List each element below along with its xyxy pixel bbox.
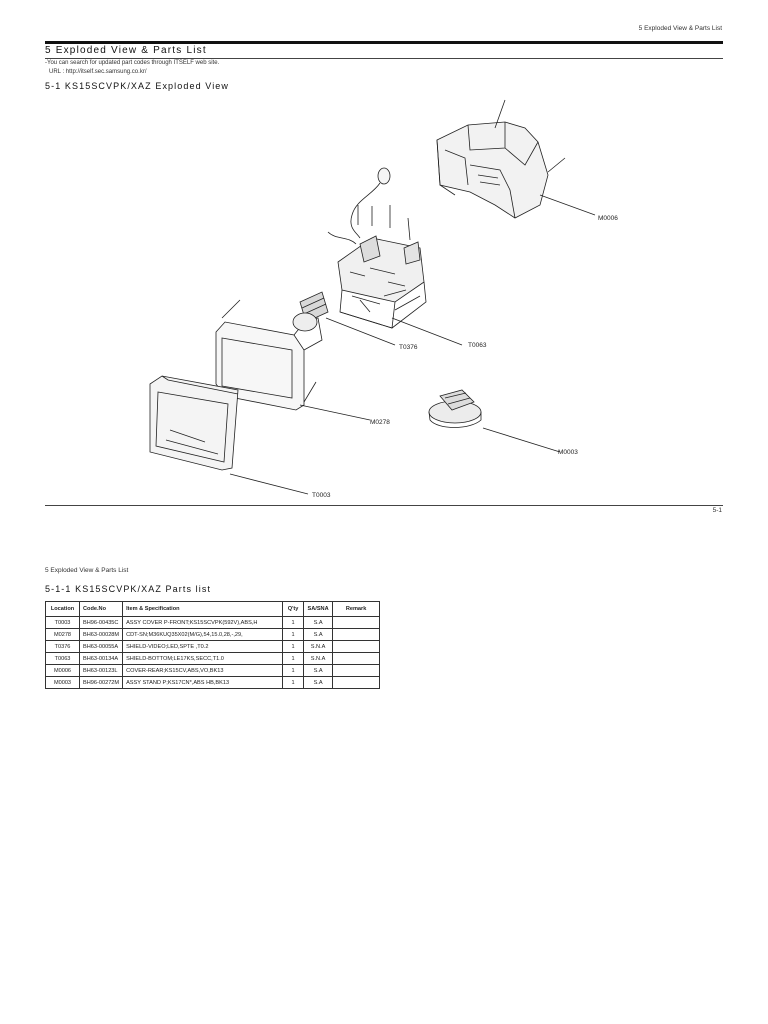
exploded-view-title: 5-1 KS15SCVPK/XAZ Exploded View	[45, 81, 230, 91]
cell-location: T0063	[46, 653, 80, 665]
column-header-code: Code.No	[80, 602, 123, 617]
cell-qty: 1	[283, 677, 304, 689]
callout-m0003: M0003	[558, 449, 578, 456]
cell-code: BH63-00134A	[80, 653, 123, 665]
cell-location: M0278	[46, 629, 80, 641]
cell-item: ASSY COVER P-FRONT;KS15SCVPK(592V),ABS,H	[123, 617, 283, 629]
cell-item: SHIELD-BOTTOM;LE17KS,SECC,T1.0	[123, 653, 283, 665]
column-header-location: Location	[46, 602, 80, 617]
table-row	[46, 653, 380, 665]
table-row	[46, 641, 380, 653]
running-header: 5 Exploded View & Parts List	[638, 25, 722, 32]
cell-remark	[333, 665, 380, 677]
cell-sa: S.A	[304, 677, 333, 689]
cell-code: BH63-00123L	[80, 665, 123, 677]
column-header-sa: SA/SNA	[304, 602, 333, 617]
table-row	[46, 665, 380, 677]
cell-remark	[333, 617, 380, 629]
callout-t0003: T0003	[312, 492, 331, 499]
column-header-item: Item & Specification	[123, 602, 283, 617]
callout-m0278: M0278	[370, 419, 390, 426]
cell-remark	[333, 641, 380, 653]
cell-code: BH96-00435C	[80, 617, 123, 629]
cell-code: BH96-00272M	[80, 677, 123, 689]
cell-item: SHIELD-VIDEO;LED,SPTE ,T0.2	[123, 641, 283, 653]
cell-item: COVER-REAR;KS15CV,ABS,VO,BK13	[123, 665, 283, 677]
cell-location: T0003	[46, 617, 80, 629]
cell-qty: 1	[283, 653, 304, 665]
cell-qty: 1	[283, 617, 304, 629]
cell-sa: S.A	[304, 617, 333, 629]
column-header-remark: Remark	[333, 602, 380, 617]
cell-location: T0376	[46, 641, 80, 653]
callout-t0376: T0376	[399, 344, 418, 351]
table-row	[46, 617, 380, 629]
cell-item: ASSY STAND P;KS17CN*,ABS HB,BK13	[123, 677, 283, 689]
cell-sa: S.A	[304, 665, 333, 677]
page-number: 5-1	[712, 507, 722, 514]
rear-cover-part	[437, 100, 595, 218]
cell-code: BH63-00055A	[80, 641, 123, 653]
footer-rule	[45, 505, 723, 506]
main-chassis-part	[338, 236, 462, 345]
crt-tube-part	[216, 300, 370, 420]
url-note: URL : http://itself.sec.samsung.co.kr/	[49, 69, 147, 75]
table-header-row	[46, 602, 380, 617]
cell-remark	[333, 677, 380, 689]
cell-remark	[333, 629, 380, 641]
cell-qty: 1	[283, 665, 304, 677]
stand-part	[429, 390, 560, 452]
parts-breadcrumb: 5 Exploded View & Parts List	[45, 567, 129, 574]
cable-harness-part	[328, 168, 410, 244]
parts-table	[45, 601, 380, 689]
section-title: 5 Exploded View & Parts List	[45, 45, 207, 56]
parts-list-title: 5-1-1 KS15SCVPK/XAZ Parts list	[45, 584, 212, 594]
cell-location: M0006	[46, 665, 80, 677]
cell-code: BH63-00028M	[80, 629, 123, 641]
cell-remark	[333, 653, 380, 665]
cell-sa: S.N.A	[304, 641, 333, 653]
cell-sa: S.A	[304, 629, 333, 641]
table-row	[46, 677, 380, 689]
cell-qty: 1	[283, 629, 304, 641]
callout-m0006: M0006	[598, 215, 618, 222]
search-note: -You can search for updated part codes through ITSELF web site.	[45, 60, 220, 66]
cell-sa: S.N.A	[304, 653, 333, 665]
cell-qty: 1	[283, 641, 304, 653]
cell-location: M0003	[46, 677, 80, 689]
column-header-qty: Q'ty	[283, 602, 304, 617]
table-row	[46, 629, 380, 641]
callout-t0063: T0063	[468, 342, 487, 349]
cell-item: CDT-SN;M36KUQ35X02(M/G),54,15.0,28,-,29,	[123, 629, 283, 641]
